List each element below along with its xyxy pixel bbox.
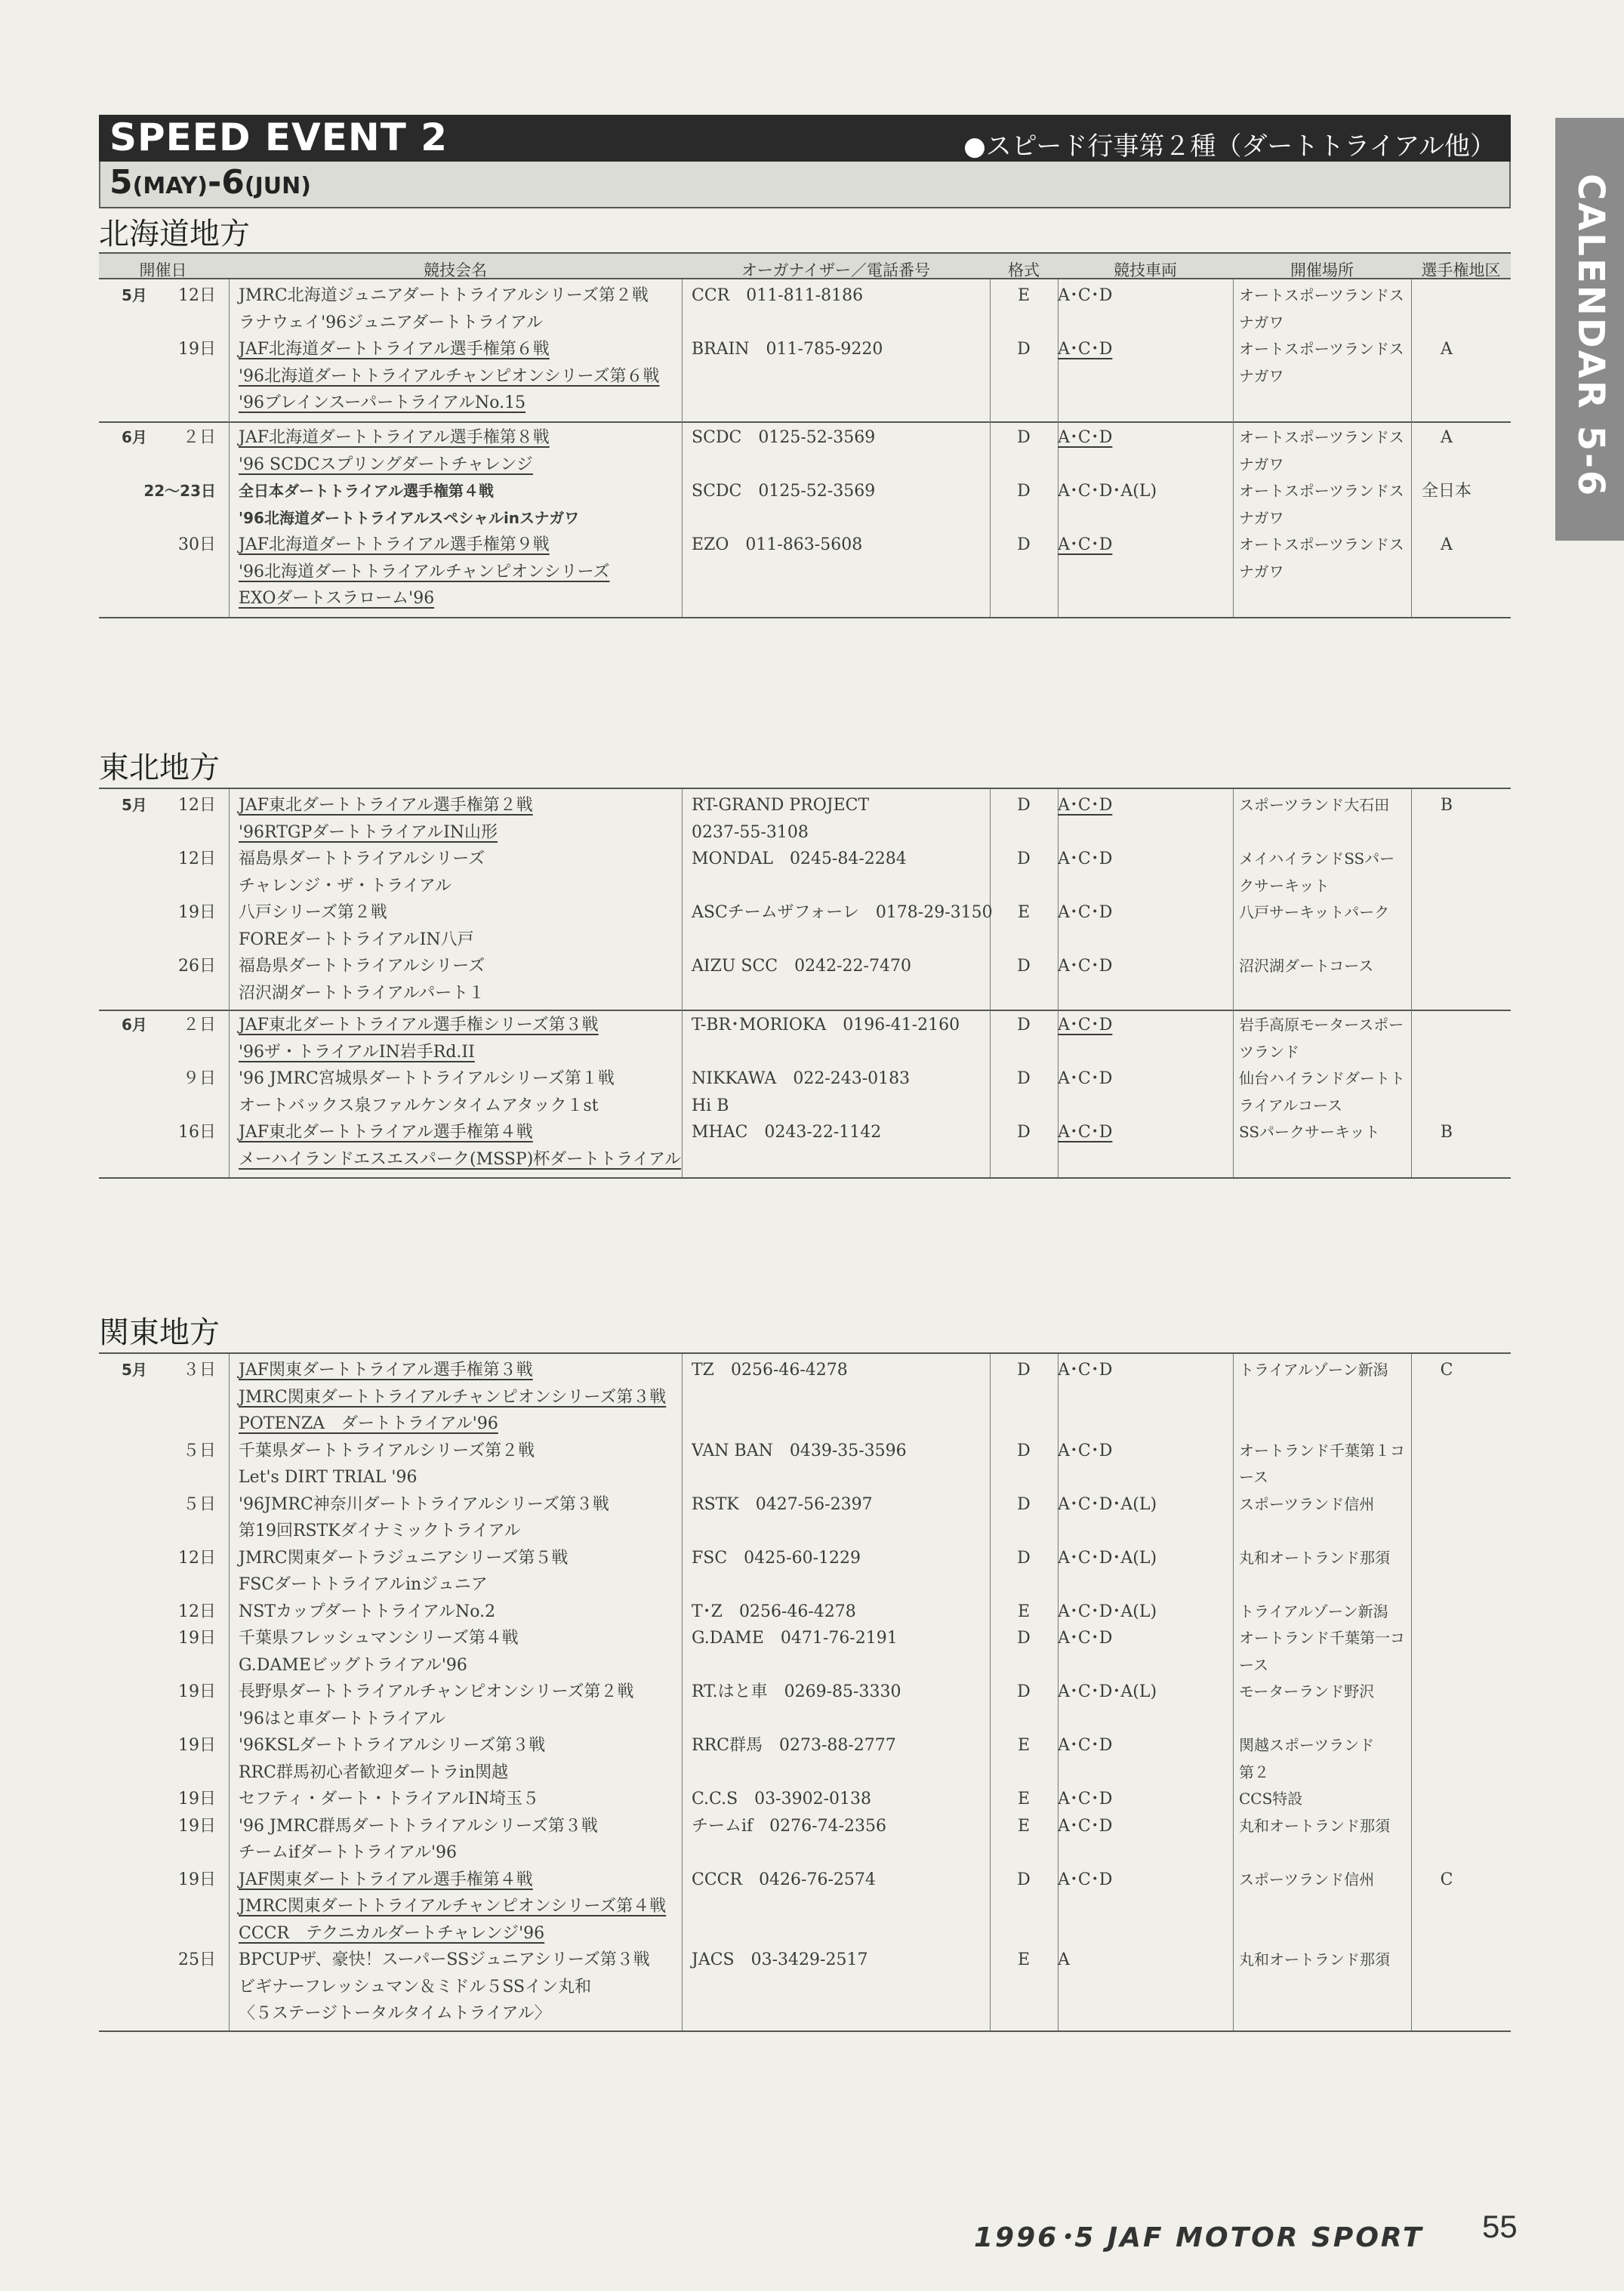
vehicle-class: A･C･D (1058, 1361, 1113, 1380)
venue: ツランド (1239, 1042, 1299, 1061)
event-format: D (1017, 1548, 1031, 1568)
date-separator: - (207, 163, 222, 202)
page-subtitle: ●スピード行事第２種（ダートトライアル他） (963, 131, 1496, 162)
event-name: Let's DIRT TRIAL '96 (239, 1468, 418, 1487)
event-day: 22～23日 (143, 482, 216, 500)
event-block (99, 788, 1511, 1011)
event-name: '96北海道ダートトライアルスペシャルinスナガワ (239, 508, 580, 527)
organizer: 0237-55-3108 (692, 822, 809, 842)
venue: 丸和オートランド那須 (1239, 1816, 1390, 1835)
region-heading: 関東地方 (99, 1315, 220, 1350)
event-name: '96北海道ダートトライアルチャンピオンシリーズ (239, 562, 610, 581)
championship-area: A (1441, 535, 1453, 554)
event-day: ３日 (182, 1361, 216, 1380)
event-day: 19日 (178, 1790, 216, 1808)
event-name: '96 SCDCスプリングダートチャレンジ (239, 455, 533, 474)
venue: ナガワ (1239, 455, 1284, 473)
event-format: D (1017, 1629, 1031, 1648)
event-name: 長野県ダートトライアルチャンピオンシリーズ第２戦 (239, 1682, 634, 1701)
date-range (109, 163, 311, 202)
championship-area: A (1441, 340, 1453, 359)
event-format: D (1017, 1870, 1031, 1889)
event-name: 福島県ダートトライアルシリーズ (239, 957, 485, 976)
organizer: RT.はと車 0269-85-3330 (692, 1682, 901, 1701)
event-name: オートバックス泉ファルケンタイムアタック１st (239, 1096, 599, 1115)
column-divider (682, 1009, 683, 1177)
venue: ース (1239, 1468, 1268, 1486)
column-header: 競技車両 (1114, 261, 1177, 279)
event-block (99, 421, 1511, 618)
date-sub-2: (JUN) (244, 173, 311, 199)
event-format: D (1017, 1069, 1031, 1088)
championship-area: A (1441, 428, 1453, 447)
event-name: JMRC関東ダートラジュニアシリーズ第５戦 (239, 1548, 569, 1568)
event-name: '96ザ・トライアルIN岩手Rd.II (239, 1042, 475, 1062)
venue: オートスポーツランドス (1239, 535, 1404, 553)
event-format: E (1017, 1790, 1031, 1808)
column-divider (1411, 1009, 1412, 1177)
event-name: チャレンジ・ザ・トライアル (239, 876, 452, 896)
championship-area: C (1440, 1870, 1453, 1889)
event-name: 第19回RSTKダイナミックトライアル (239, 1522, 521, 1540)
event-day: 19日 (178, 1629, 216, 1648)
venue: オートスポーツランドス (1239, 482, 1404, 500)
column-divider (1233, 279, 1234, 421)
event-name: NSTカップダートトライアルNo.2 (239, 1602, 496, 1621)
region-heading: 北海道地方 (99, 217, 250, 251)
event-day: ２日 (182, 1016, 216, 1034)
event-day: ９日 (182, 1069, 216, 1088)
event-format: D (1017, 1682, 1031, 1701)
vehicle-class: A･C･D (1058, 1069, 1113, 1088)
vehicle-class: A･C･D (1058, 1123, 1113, 1142)
column-header: オーガナイザー／電話番号 (741, 261, 931, 279)
event-format: E (1017, 1816, 1031, 1836)
venue: ナガワ (1239, 313, 1284, 331)
event-name: セフティ・ダート・トライアルIN埼玉５ (239, 1790, 539, 1808)
event-month: 6月 (122, 1016, 147, 1034)
event-day: 19日 (178, 1816, 216, 1836)
event-day: ５日 (182, 1441, 216, 1460)
vehicle-class: A･C･D･A(L) (1058, 482, 1157, 501)
event-name: EXOダートスラローム'96 (239, 589, 435, 608)
venue: オートスポーツランドス (1239, 428, 1404, 446)
organizer: T-BR･MORIOKA 0196-41-2160 (692, 1016, 960, 1034)
championship-area: B (1440, 1123, 1453, 1142)
organizer: AIZU SCC 0242-22-7470 (692, 957, 911, 976)
event-month: 6月 (122, 428, 147, 446)
event-name: 千葉県ダートトライアルシリーズ第２戦 (239, 1441, 535, 1460)
vehicle-class: A･C･D (1058, 1016, 1113, 1034)
venue: クサーキット (1239, 876, 1330, 895)
column-divider (990, 421, 991, 617)
venue: 岩手高原モータースポー (1239, 1016, 1404, 1034)
event-format: E (1017, 903, 1031, 922)
organizer: CCR 011-811-8186 (692, 286, 864, 305)
event-format: D (1017, 1361, 1031, 1380)
event-name: '96 JMRC宮城県ダートトライアルシリーズ第１戦 (239, 1069, 615, 1088)
venue: 仙台ハイランドダートト (1239, 1069, 1405, 1087)
column-header: 開催場所 (1290, 261, 1354, 279)
event-name: ビギナーフレッシュマン＆ミドル５SSイン丸和 (239, 1977, 592, 1997)
vehicle-class: A･C･D (1058, 286, 1113, 305)
vehicle-class: A･C･D (1058, 1790, 1113, 1808)
vehicle-class: A･C･D (1058, 1816, 1113, 1836)
venue: 沼沢湖ダートコース (1239, 957, 1374, 975)
vehicle-class: A (1058, 1950, 1070, 1969)
event-name: JAF東北ダートトライアル選手権第２戦 (239, 796, 533, 815)
championship-area: C (1440, 1361, 1453, 1380)
date-main-2: 6 (221, 163, 245, 202)
event-name: JAF東北ダートトライアル選手権シリーズ第３戦 (239, 1016, 599, 1034)
column-divider (682, 279, 683, 421)
organizer: NIKKAWA 022-243-0183 (692, 1069, 911, 1088)
event-format: E (1017, 1736, 1031, 1755)
event-name: G.DAMEビッグトライアル'96 (239, 1655, 467, 1675)
vehicle-class: A･C･D (1058, 957, 1113, 976)
venue: SSパークサーキット (1239, 1123, 1380, 1141)
event-name: 八戸シリーズ第２戦 (239, 903, 387, 922)
organizer: T･Z 0256-46-4278 (692, 1602, 856, 1621)
championship-area: 全日本 (1421, 482, 1471, 501)
column-divider (682, 789, 683, 1010)
event-name: 全日本ダートトライアル選手権第４戦 (239, 482, 494, 500)
event-day: 12日 (178, 1602, 216, 1621)
event-day: 26日 (178, 957, 216, 976)
organizer: ASCチームザフォーレ 0178-29-3150 (692, 903, 993, 922)
column-header: 選手権地区 (1421, 261, 1501, 279)
venue: オートスポーツランドス (1239, 286, 1404, 304)
event-name: '96KSLダートトライアルシリーズ第３戦 (239, 1736, 546, 1755)
table-header (99, 252, 1511, 279)
column-divider (1411, 789, 1412, 1010)
event-name: 〈５ステージトータルタイムトライアル〉 (239, 2004, 551, 2023)
vehicle-class: A･C･D (1058, 340, 1113, 359)
footer-magazine: 1996･5 JAF MOTOR SPORT (974, 2222, 1424, 2253)
event-day: 19日 (178, 903, 216, 922)
event-format: D (1017, 1123, 1031, 1142)
event-block (99, 1352, 1511, 2032)
event-day: 19日 (178, 1682, 216, 1701)
column-divider (229, 279, 230, 421)
venue: トライアルゾーン新潟 (1239, 1361, 1388, 1379)
event-day: 16日 (178, 1123, 216, 1142)
event-day: ５日 (182, 1494, 216, 1514)
event-name: JMRC北海道ジュニアダートトライアルシリーズ第２戦 (239, 286, 649, 305)
venue: ナガワ (1239, 562, 1284, 581)
page-title: SPEED EVENT 2 (109, 116, 448, 159)
event-day: 30日 (178, 535, 216, 554)
vehicle-class: A･C･D･A(L) (1058, 1682, 1157, 1701)
event-name: RRC群馬初心者歓迎ダートラin関越 (239, 1762, 509, 1782)
column-divider (1233, 421, 1234, 617)
championship-area: B (1440, 796, 1453, 815)
event-name: BPCUPザ、豪快！スーパーSSジュニアシリーズ第３戦 (239, 1950, 650, 1969)
event-block (99, 1009, 1511, 1179)
event-format: D (1017, 340, 1031, 359)
event-name: JAF北海道ダートトライアル選手権第９戦 (239, 535, 550, 554)
vehicle-class: A･C･D･A(L) (1058, 1548, 1157, 1568)
organizer: TZ 0256-46-4278 (692, 1361, 848, 1380)
event-name: '96ブレインスーパートライアルNo.15 (239, 393, 526, 412)
event-month: 5月 (122, 796, 147, 814)
event-format: D (1017, 428, 1031, 447)
event-format: D (1017, 796, 1031, 815)
organizer: Hi B (692, 1096, 729, 1115)
venue: ース (1239, 1655, 1268, 1674)
vehicle-class: A･C･D (1058, 849, 1113, 868)
venue: メイハイランドSSパー (1239, 849, 1395, 868)
side-tab-label: CALENDAR 5-6 (1570, 174, 1612, 498)
event-name: 沼沢湖ダートトライアルパート１ (239, 983, 485, 1003)
event-name: '96RTGPダートトライアルIN山形 (239, 822, 498, 842)
event-format: E (1017, 286, 1031, 305)
event-format: D (1017, 957, 1031, 976)
event-day: 19日 (178, 1736, 216, 1755)
column-divider (990, 279, 991, 421)
event-block (99, 279, 1511, 423)
venue: CCS特設 (1239, 1790, 1303, 1808)
venue: スポーツランド信州 (1239, 1494, 1375, 1513)
event-name: JAF北海道ダートトライアル選手権第６戦 (239, 340, 550, 359)
organizer: MHAC 0243-22-1142 (692, 1123, 882, 1142)
event-name: '96はと車ダートトライアル (239, 1709, 445, 1728)
vehicle-class: A･C･D (1058, 1629, 1113, 1648)
event-name: JAF北海道ダートトライアル選手権第８戦 (239, 428, 550, 447)
event-name: チームifダートトライアル'96 (239, 1843, 458, 1862)
event-name: FSCダートトライアルinジュニア (239, 1575, 488, 1594)
vehicle-class: A･C･D (1058, 1441, 1113, 1460)
venue: 丸和オートランド那須 (1239, 1950, 1390, 1969)
event-day: 12日 (178, 1548, 216, 1568)
organizer: JACS 03-3429-2517 (692, 1950, 868, 1969)
event-name: ラナウェイ'96ジュニアダートトライアル (239, 313, 543, 332)
event-name: JMRC関東ダートトライアルチャンピオンシリーズ第４戦 (239, 1897, 667, 1916)
organizer: G.DAME 0471-76-2191 (692, 1629, 898, 1648)
event-day: 12日 (178, 796, 216, 815)
column-divider (229, 789, 230, 1010)
venue: トライアルゾーン新潟 (1239, 1602, 1388, 1620)
vehicle-class: A･C･D (1058, 1870, 1113, 1889)
organizer: BRAIN 011-785-9220 (692, 340, 883, 359)
column-divider (1411, 1354, 1412, 2030)
venue: 八戸サーキットパーク (1239, 903, 1390, 921)
column-divider (1233, 1009, 1234, 1177)
vehicle-class: A･C･D (1058, 1736, 1113, 1755)
column-divider (1233, 1354, 1234, 2030)
event-day: 12日 (178, 286, 216, 305)
venue: オートランド千葉第１コ (1239, 1441, 1405, 1460)
venue: ナガワ (1239, 366, 1284, 385)
event-name: JMRC関東ダートトライアルチャンピオンシリーズ第３戦 (239, 1387, 667, 1407)
event-format: D (1017, 1016, 1031, 1034)
event-name: JAF東北ダートトライアル選手権第４戦 (239, 1123, 533, 1142)
event-month: 5月 (122, 1361, 147, 1379)
event-name: 福島県ダートトライアルシリーズ (239, 849, 485, 868)
event-day: 12日 (178, 849, 216, 868)
event-name: メーハイランドエスエスパーク(MSSP)杯ダートトライアル (239, 1149, 682, 1169)
venue: 関越スポーツランド (1239, 1736, 1375, 1754)
vehicle-class: A･C･D (1058, 428, 1113, 447)
organizer: CCCR 0426-76-2574 (692, 1870, 876, 1889)
column-divider (990, 1009, 991, 1177)
event-day: 25日 (178, 1950, 216, 1969)
column-divider (682, 421, 683, 617)
organizer: RSTK 0427-56-2397 (692, 1494, 873, 1514)
event-month: 5月 (122, 286, 147, 304)
event-name: 千葉県フレッシュマンシリーズ第４戦 (239, 1629, 519, 1648)
event-name: '96JMRC神奈川ダートトライアルシリーズ第３戦 (239, 1494, 609, 1514)
organizer: RRC群馬 0273-88-2777 (692, 1736, 896, 1755)
column-header: 格式 (1008, 261, 1040, 279)
venue: 丸和オートランド那須 (1239, 1548, 1390, 1567)
event-format: D (1017, 535, 1031, 554)
event-format: D (1017, 849, 1031, 868)
organizer: C.C.S 03-3902-0138 (692, 1790, 871, 1808)
column-divider (990, 1354, 991, 2030)
venue: ライアルコース (1239, 1096, 1342, 1115)
organizer: MONDAL 0245-84-2284 (692, 849, 907, 868)
date-main-1: 5 (109, 163, 133, 202)
venue: オートランド千葉第一コ (1239, 1629, 1405, 1647)
organizer: VAN BAN 0439-35-3596 (692, 1441, 907, 1460)
column-divider (229, 1354, 230, 2030)
event-name: CCCR テクニカルダートチャレンジ'96 (239, 1923, 545, 1943)
date-sub-1: (MAY) (132, 173, 208, 199)
column-divider (682, 1354, 683, 2030)
venue: オートスポーツランドス (1239, 340, 1404, 358)
venue: モーターランド野沢 (1239, 1682, 1375, 1701)
organizer: EZO 011-863-5608 (692, 535, 863, 554)
event-name: FOREダートトライアルIN八戸 (239, 930, 474, 949)
organizer: チームif 0276-74-2356 (692, 1816, 887, 1836)
event-format: D (1017, 482, 1031, 501)
event-format: D (1017, 1494, 1031, 1514)
column-divider (1233, 789, 1234, 1010)
column-divider (229, 421, 230, 617)
venue: ナガワ (1239, 508, 1284, 527)
venue: スポーツランド信州 (1239, 1870, 1375, 1889)
column-header: 開催日 (139, 261, 187, 279)
event-day: 19日 (178, 1870, 216, 1889)
region-heading: 東北地方 (99, 751, 220, 785)
organizer: RT-GRAND PROJECT (692, 796, 870, 815)
organizer: FSC 0425-60-1229 (692, 1548, 861, 1568)
vehicle-class: A･C･D･A(L) (1058, 1494, 1157, 1514)
event-format: E (1017, 1602, 1031, 1621)
column-header: 競技会名 (424, 261, 487, 279)
vehicle-class: A･C･D (1058, 796, 1113, 815)
vehicle-class: A･C･D (1058, 903, 1113, 922)
vehicle-class: A･C･D･A(L) (1058, 1602, 1157, 1621)
venue: 第２ (1239, 1762, 1269, 1781)
event-name: JAF関東ダートトライアル選手権第４戦 (239, 1870, 533, 1889)
vehicle-class: A･C･D (1058, 535, 1113, 554)
organizer: SCDC 0125-52-3569 (692, 482, 876, 501)
column-divider (229, 1009, 230, 1177)
event-day: 19日 (178, 340, 216, 359)
organizer: SCDC 0125-52-3569 (692, 428, 876, 447)
event-format: E (1017, 1950, 1031, 1969)
event-name: POTENZA ダートトライアル'96 (239, 1414, 498, 1433)
page-number: 55 (1482, 2209, 1518, 2244)
event-format: D (1017, 1441, 1031, 1460)
event-name: '96北海道ダートトライアルチャンピオンシリーズ第６戦 (239, 366, 660, 386)
event-day: ２日 (182, 428, 216, 447)
event-name: JAF関東ダートトライアル選手権第３戦 (239, 1361, 533, 1380)
venue: スポーツランド大石田 (1239, 796, 1390, 814)
event-name: '96 JMRC群馬ダートトライアルシリーズ第３戦 (239, 1816, 598, 1836)
